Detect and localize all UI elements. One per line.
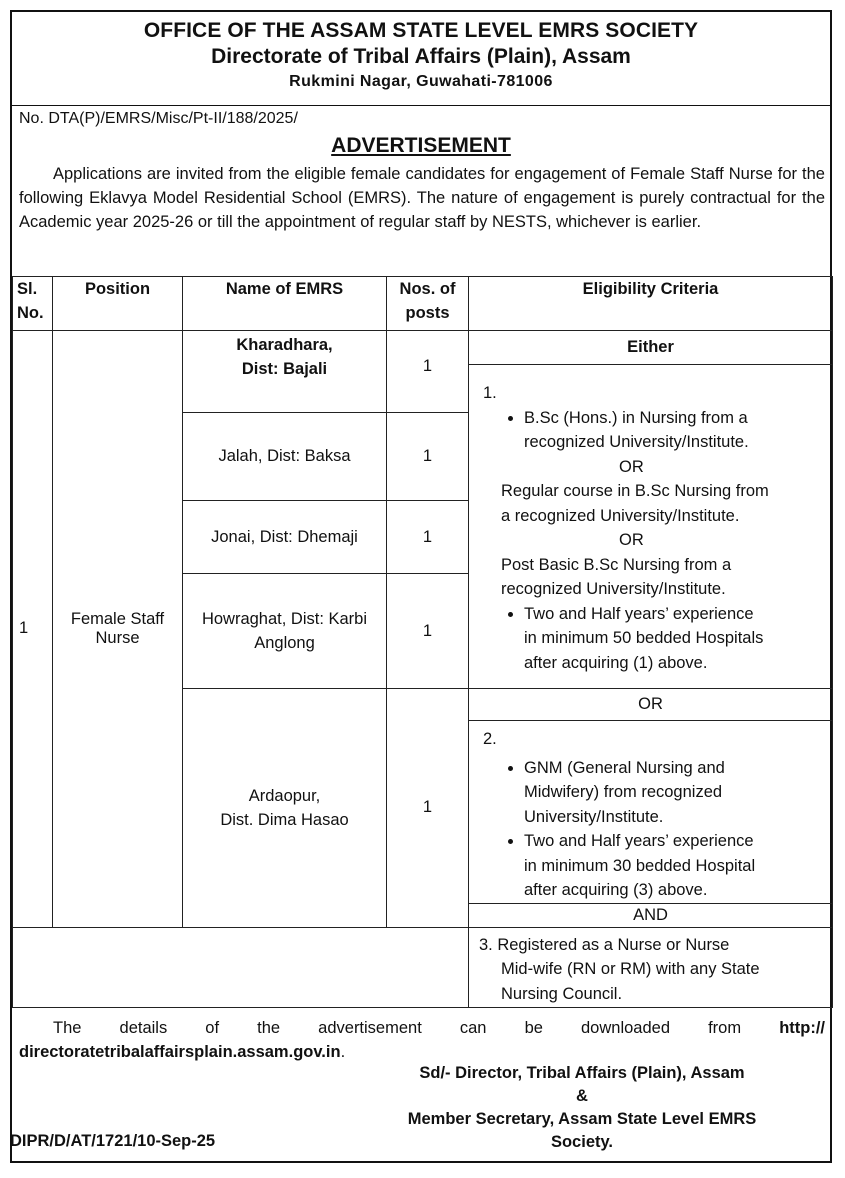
or-middle-label: OR [469,689,833,721]
emrs-name-line-1: Kharadhara, [236,336,333,354]
list-item [524,406,832,455]
option-1-number: 1. [483,384,497,402]
table-header-row [13,277,833,331]
page-title: ADVERTISEMENT [331,134,511,157]
experience-line-3: after acquiring (1) above. [524,653,708,672]
header-emrs: Name of EMRS [183,277,387,331]
gnm-line-2: Midwifery) from recognized [524,783,723,801]
emrs-ardaopur [183,689,387,928]
download-text: The details of the advertisement can be downloaded from [53,1018,742,1037]
download-line [19,1016,825,1040]
sl-number: 1 [13,331,53,928]
letterhead [12,12,830,106]
option-3-line-3: Nursing Council. [501,984,623,1003]
vacancy-table [12,276,833,1008]
emrs-name-line-1: Ardaopur, [248,786,321,805]
header-sl: Sl. [17,280,38,298]
header-posts [387,277,469,331]
emrs-howraghat [183,574,387,689]
emrs-name-line-2: Dist: Bajali [241,360,328,378]
download-url-period: . [340,1042,346,1061]
header-no: No. [17,304,44,322]
experience-2-line-3: after acquiring (3) above. [524,881,708,899]
or-label: OR [619,531,644,549]
dipr-reference: DIPR/D/AT/1721/10-Sep-25 [10,1132,216,1150]
header-eligibility: Eligibility Criteria [469,277,833,331]
table-row [13,927,833,1007]
emrs-name-line-2: Dist. Dima Hasao [220,810,349,829]
header-nos: Nos. of [399,280,456,298]
posts-jonai: 1 [387,501,469,574]
emrs-name-line-2: Anglong [254,634,315,652]
experience-2-line-1: Two and Half years’ experience [524,832,754,850]
header-sl-no [13,277,53,331]
table-spacer-cell [13,927,469,1007]
posts-kharadhara: 1 [387,331,469,413]
or-label: OR [619,457,644,476]
emrs-jonai: Jonai, Dist: Dhemaji [183,501,387,574]
option-3-line-1: 3. Registered as a Nurse or Nurse [479,935,730,954]
experience-line-2: in minimum 50 bedded Hospitals [524,629,764,647]
eligibility-option-2 [469,721,833,904]
and-label: AND [469,903,833,927]
header-posts-label: posts [405,304,450,322]
intro-paragraph: Applications are invited from the eligible female candidates for engagement of Female Staff Nurse for the following Eklavya Model Residential School (EMRS). The nature of engagement is purely contractual for the Academic year 2025-26 or till the appointment of regular staff by NESTS, whichever is earlier. [19,165,825,231]
posts-ardaopur: 1 [387,689,469,928]
position-line-2: Nurse [95,628,140,647]
eligibility-option-3 [469,927,833,1007]
list-item [524,829,832,903]
option-2-list [469,756,832,903]
office-title: OFFICE OF THE ASSAM STATE LEVEL EMRS SOCIETY [143,19,699,42]
position-cell [53,331,183,928]
emrs-jalah: Jalah, Dist: Baksa [183,413,387,501]
post-basic-line-1: Post Basic B.Sc Nursing from a [501,555,732,574]
position-line-1: Female Staff [70,609,165,628]
regular-course-text [469,479,832,528]
emrs-name-line-1: Howraghat, Dist: Karbi [201,610,368,628]
download-url[interactable]: directoratetribalaffairsplain.assam.gov.in [19,1042,341,1061]
download-url-line [19,1040,825,1064]
advertisement-page [10,10,832,1163]
option-2-number: 2. [483,730,497,748]
signatory-line-2: Member Secretary, Assam State Level EMRS [407,1110,757,1128]
option-1-list-b [469,602,832,676]
signatory-line-3: Society. [550,1133,614,1151]
list-item [524,602,832,676]
signature-block [372,1062,792,1154]
option-1-list-a [469,406,832,455]
download-url-prefix: http:// [779,1018,825,1037]
option-3-line-2: Mid-wife (RN or RM) with any State [501,960,760,978]
regular-course-line-1: Regular course in B.Sc Nursing from [501,482,769,500]
bsc-hons-text: B.Sc (Hons.) in Nursing from a [524,408,748,427]
post-basic-text [469,553,832,602]
office-address: Rukmini Nagar, Guwahati-781006 [289,73,553,90]
signatory-ampersand: & [576,1087,588,1105]
posts-howraghat: 1 [387,574,469,689]
gnm-line-1: GNM (General Nursing and [524,758,725,777]
table-row [13,331,833,365]
download-note [12,1008,830,1064]
list-item [524,756,832,830]
signatory-line-1: Sd/- Director, Tribal Affairs (Plain), Assam [419,1064,745,1082]
experience-2-line-2: in minimum 30 bedded Hospital [524,856,756,875]
experience-line-1: Two and Half years’ experience [524,604,754,623]
reference-number: No. DTA(P)/EMRS/Misc/Pt-II/188/2025/ [19,110,298,127]
posts-jalah: 1 [387,413,469,501]
directorate-title: Directorate of Tribal Affairs (Plain), Assam [211,45,631,68]
gnm-line-3: University/Institute. [524,807,664,826]
regular-course-line-2: a recognized University/Institute. [501,506,740,525]
bsc-hons-text-2: recognized University/Institute. [524,433,749,451]
either-label: Either [469,331,833,365]
header-position: Position [53,277,183,331]
post-basic-line-2: recognized University/Institute. [501,580,726,598]
emrs-kharadhara [183,331,387,413]
eligibility-option-1 [469,365,833,689]
